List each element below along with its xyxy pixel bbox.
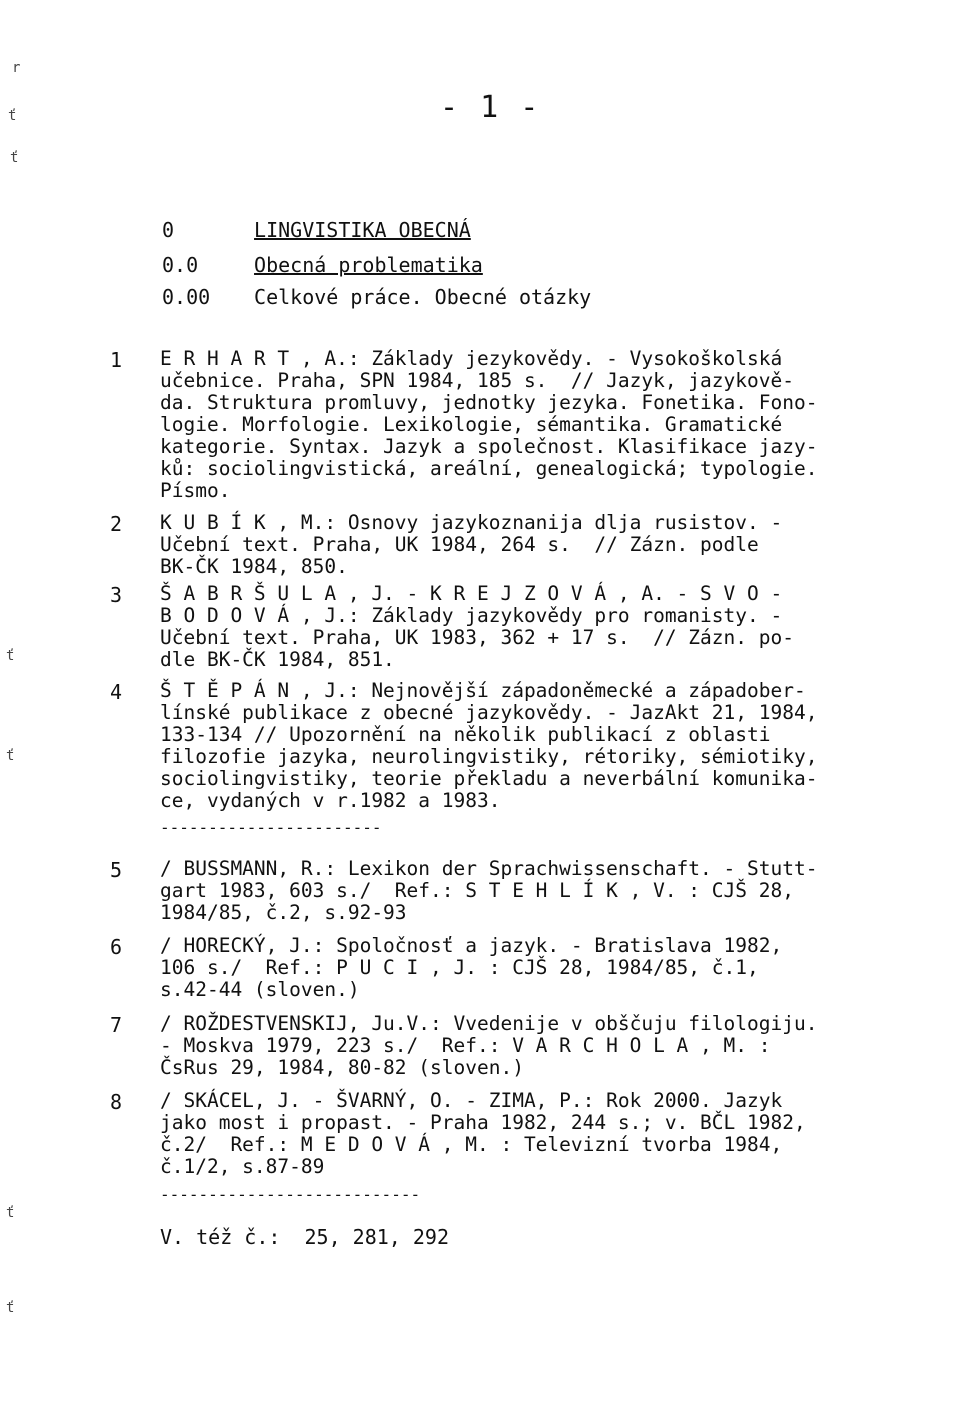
entry-line: - Moskva 1979, 223 s./ Ref.: V A R C H O L A , M. :: [160, 1034, 771, 1057]
entry-text: [160, 512, 920, 578]
entry-text: [160, 935, 920, 1001]
heading-title: LINGVISTIKA OBECNÁ: [254, 218, 471, 242]
entry-number: 5: [110, 858, 123, 882]
entry-number: 4: [110, 680, 123, 704]
entry-line: učebnice. Praha, SPN 1984, 185 s. // Jazyk, jazykově-: [160, 369, 794, 392]
entry-line: BK-ČK 1984, 850.: [160, 555, 348, 578]
entry-line: 106 s./ Ref.: P U C I , J. : CJŠ 28, 1984/85, č.1,: [160, 956, 759, 979]
entry-line: da. Struktura promluvy, jednotky jezyka. Fonetika. Fono-: [160, 391, 818, 414]
entry-line: B O D O V Á , J.: Základy jazykovědy pro romanisty. -: [160, 604, 783, 627]
entry-line: ků: sociolingvistická, areální, genealogická; typologie.: [160, 457, 818, 480]
entry-text: [160, 1013, 920, 1079]
entry-line: sociolingvistiky, teorie překladu a neverbální komunika-: [160, 767, 818, 790]
entry-number: 1: [110, 348, 123, 372]
entry-line: Písmo.: [160, 479, 231, 502]
entry-line: Š A B R Š U L A , J. - K R E J Z O V Á , A. - S V O -: [160, 582, 783, 605]
heading-level-1: [162, 253, 483, 277]
entry-number: 8: [110, 1090, 123, 1114]
separator-rule: -----------------------: [160, 818, 382, 837]
margin-mark: ť: [6, 1205, 15, 1221]
entry-line: Učební text. Praha, UK 1983, 362 + 17 s. // Zázn. po-: [160, 626, 794, 649]
heading-number: 0.00: [162, 285, 211, 309]
heading-level-2: [162, 285, 591, 309]
heading-title: Celkové práce. Obecné otázky: [254, 285, 592, 309]
heading-number: 0.0: [162, 253, 199, 277]
entry-line: 133-134 // Upozornění na několik publikací z oblasti: [160, 723, 771, 746]
page-number: - 1 -: [440, 90, 541, 125]
margin-mark: ť: [8, 108, 17, 124]
margin-mark: ť: [6, 648, 15, 664]
separator-rule: ---------------------------: [160, 1185, 421, 1204]
entry-line: línské publikace z obecné jazykovědy. - JazAkt 21, 1984,: [160, 701, 818, 724]
entry-text: [160, 680, 920, 812]
entry-line: ce, vydaných v r.1982 a 1983.: [160, 789, 501, 812]
margin-mark: ť: [6, 748, 15, 764]
entry-number: 7: [110, 1013, 123, 1037]
entry-line: Učební text. Praha, UK 1984, 264 s. // Zázn. podle: [160, 533, 759, 556]
margin-mark: r: [12, 60, 21, 76]
entry-text: [160, 1090, 920, 1178]
entry-line: č.1/2, s.87-89: [160, 1155, 325, 1178]
entry-number: 6: [110, 935, 123, 959]
entry-line: gart 1983, 603 s./ Ref.: S T E H L Í K , V. : CJŠ 28,: [160, 879, 794, 902]
entry-line: 1984/85, č.2, s.92-93: [160, 901, 407, 924]
margin-mark: ť: [10, 150, 19, 166]
entry-number: 2: [110, 512, 123, 536]
entry-line: / SKÁCEL, J. - ŠVARNÝ, O. - ZIMA, P.: Rok 2000. Jazyk: [160, 1089, 783, 1112]
entry-line: K U B Í K , M.: Osnovy jazykoznanija dlja rusistov. -: [160, 511, 783, 534]
margin-mark: ť: [6, 1300, 15, 1316]
entry-line: Š T Ě P Á N , J.: Nejnovější západoněmecké a západober-: [160, 679, 806, 702]
entry-line: s.42-44 (sloven.): [160, 978, 360, 1001]
heading-number: 0: [162, 218, 175, 242]
entry-line: / ROŽDESTVENSKIJ, Ju.V.: Vvedenije v obščuju filologiju.: [160, 1012, 818, 1035]
entry-line: ČsRus 29, 1984, 80-82 (sloven.): [160, 1056, 524, 1079]
entry-line: logie. Morfologie. Lexikologie, sémantika. Gramatické: [160, 413, 783, 436]
entry-line: / HORECKÝ, J.: Spoločnosť a jazyk. - Bratislava 1982,: [160, 934, 783, 957]
entry-text: [160, 858, 920, 924]
entry-line: / BUSSMANN, R.: Lexikon der Sprachwissenschaft. - Stutt-: [160, 857, 818, 880]
entry-number: 3: [110, 583, 123, 607]
entry-line: filozofie jazyka, neurolingvistiky, rétoriky, sémiotiky,: [160, 745, 818, 768]
heading-title: Obecná problematika: [254, 253, 483, 277]
entry-line: E R H A R T , A.: Základy jezykovědy. - Vysokoškolská: [160, 347, 783, 370]
entry-line: kategorie. Syntax. Jazyk a společnost. Klasifikace jazy-: [160, 435, 818, 458]
see-also-note: V. též č.: 25, 281, 292: [160, 1225, 449, 1249]
entry-line: dle BK-ČK 1984, 851.: [160, 648, 395, 671]
entry-line: č.2/ Ref.: M E D O V Á , M. : Televizní tvorba 1984,: [160, 1133, 783, 1156]
heading-level-0: [162, 218, 471, 242]
entry-line: jako most i propast. - Praha 1982, 244 s.; v. BČL 1982,: [160, 1111, 806, 1134]
entry-text: [160, 348, 920, 502]
entry-text: [160, 583, 920, 671]
